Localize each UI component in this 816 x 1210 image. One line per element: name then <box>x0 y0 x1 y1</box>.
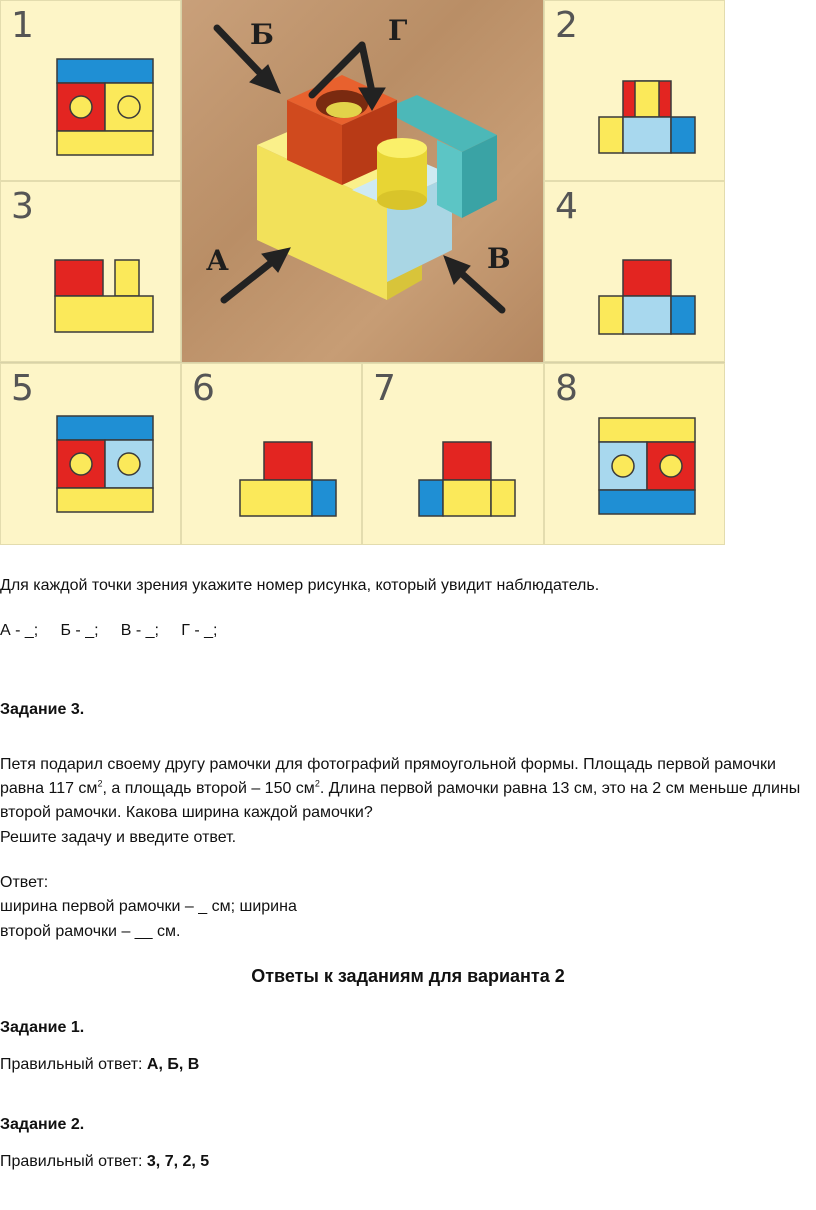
answers-task1-prefix: Правильный ответ: <box>0 1056 147 1073</box>
task3-answer-line-2[interactable]: второй рамочки – __ см. <box>0 923 181 940</box>
cell-8 <box>544 363 725 545</box>
task2-instruction: Для каждой точки зрения укажите номер рисунка, который увидит наблюдатель. <box>0 577 600 594</box>
view-3-drawing <box>1 182 182 363</box>
view-8-drawing <box>545 364 726 546</box>
cell-3 <box>0 181 181 362</box>
task3-line-4: Решите задачу и введите ответ. <box>0 829 237 846</box>
task3-line-3: второй рамочки. Какова ширина каждой рамочки? <box>0 804 373 821</box>
view-1-drawing <box>1 1 182 182</box>
answer-a-field[interactable]: А - _; <box>0 622 39 639</box>
view-7-drawing <box>363 364 545 546</box>
answers-title: Ответы к заданиям для варианта 2 <box>251 966 565 986</box>
task3-line-1: Петя подарил своему другу рамочки для фотографий прямоугольной формы. Площадь первой рамочки <box>0 756 776 773</box>
cell-number: 3 <box>11 186 34 227</box>
cell-1 <box>0 0 181 181</box>
label-b: Б <box>250 18 274 51</box>
cell-number: 7 <box>373 368 396 409</box>
blocks-photo-drawing <box>182 0 543 362</box>
view-4-drawing <box>545 182 726 363</box>
task2-answers-line <box>0 619 217 643</box>
cell-number: 8 <box>555 368 578 409</box>
label-v: В <box>487 242 511 275</box>
puzzle-grid <box>0 0 725 545</box>
answers-task1-line <box>0 1053 199 1077</box>
superscript: 2 <box>97 778 103 789</box>
cell-number: 6 <box>192 368 215 409</box>
label-a: А <box>206 244 229 277</box>
task3-line-2a: равна 117 см <box>0 780 98 797</box>
answers-task1-heading: Задание 1. <box>0 1019 85 1036</box>
cell-number: 1 <box>11 5 34 46</box>
task3-line-2c: . Длина первой рамочки равна 13 см, это на 2 см меньше длины <box>319 780 801 797</box>
cell-7 <box>362 363 544 545</box>
cell-number: 5 <box>11 368 34 409</box>
task3-heading: Задание 3. <box>0 701 85 718</box>
blocks-photo <box>182 0 543 362</box>
answers-task2-heading: Задание 2. <box>0 1116 85 1133</box>
task3-answer-line-1[interactable]: ширина первой рамочки – _ см; ширина <box>0 898 297 915</box>
view-6-drawing <box>182 364 363 546</box>
task3-line-2b: , а площадь второй – 150 см <box>102 780 315 797</box>
view-5-drawing <box>1 364 182 546</box>
cell-6 <box>181 363 362 545</box>
answers-task2-prefix: Правильный ответ: <box>0 1153 147 1170</box>
answer-b-field[interactable]: Б - _; <box>60 622 99 639</box>
view-2-drawing <box>545 1 726 182</box>
cell-2 <box>544 0 725 181</box>
cell-number: 2 <box>555 5 578 46</box>
answers-task1-value: А, Б, В <box>146 1056 200 1073</box>
answer-v-field[interactable]: В - _; <box>120 622 159 639</box>
answers-task2-value: 3, 7, 2, 5 <box>146 1153 210 1170</box>
task3-answer-label: Ответ: <box>0 874 49 891</box>
cell-number: 4 <box>555 186 578 227</box>
answer-g-field[interactable]: Г - _; <box>181 622 218 639</box>
cell-5 <box>0 363 181 545</box>
cell-4 <box>544 181 725 362</box>
label-g: Г <box>388 14 408 47</box>
superscript: 2 <box>314 778 320 789</box>
task3-line-2 <box>0 777 800 801</box>
answers-task2-line <box>0 1150 209 1174</box>
